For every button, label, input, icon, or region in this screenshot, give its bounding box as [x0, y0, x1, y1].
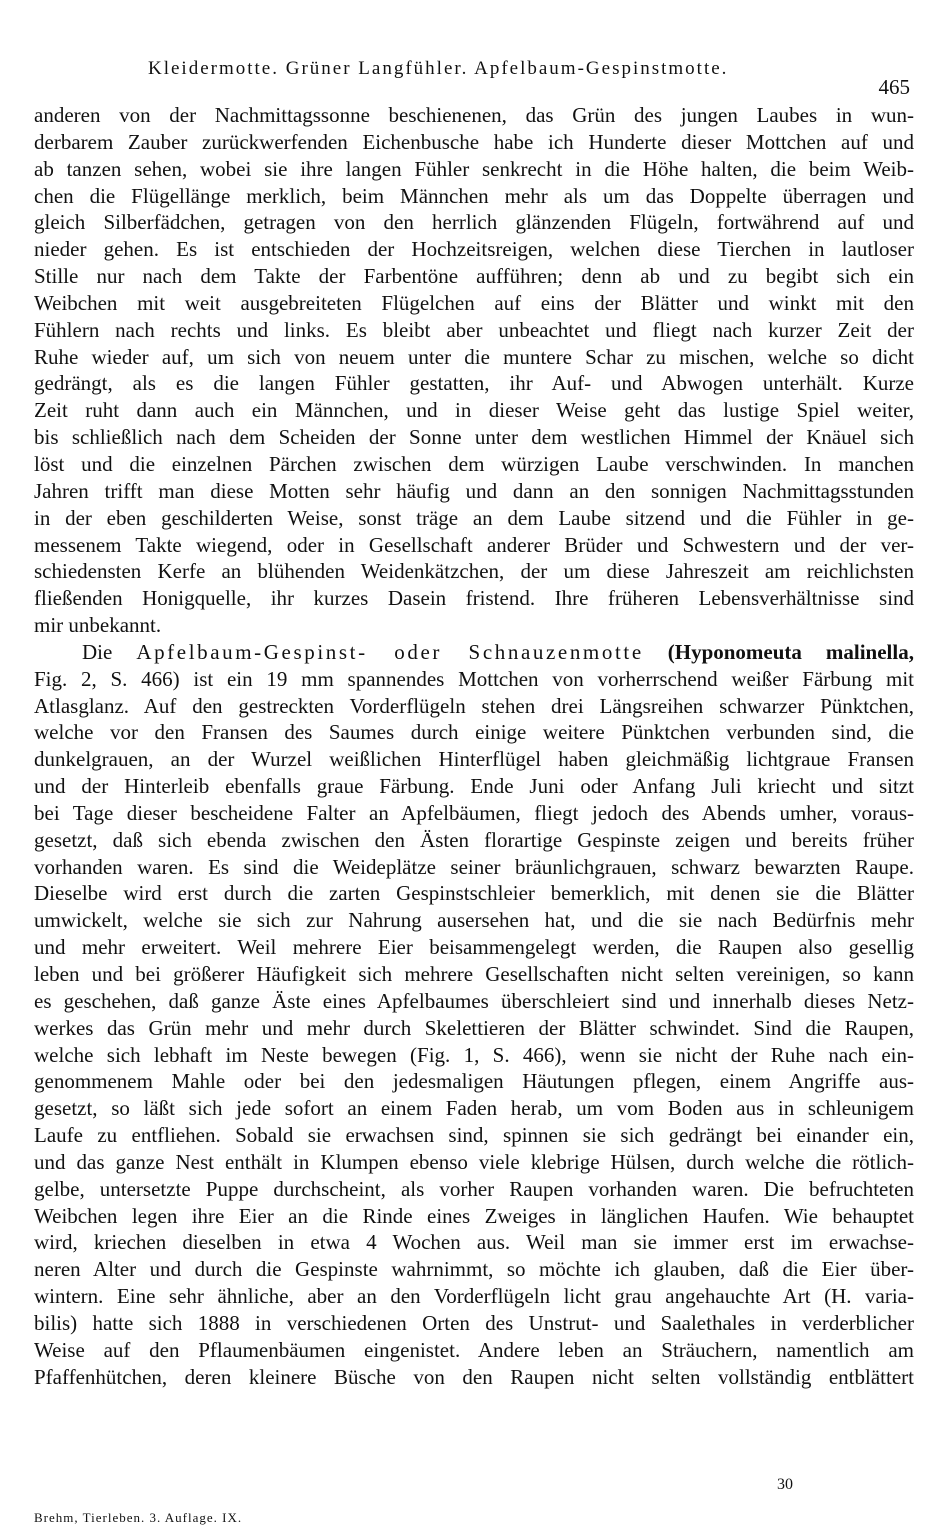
- text-line: dunkelgrauen, an der Wurzel weißlichen Hinterflügel haben gleichmäßig lichtgraue Fransen: [34, 747, 914, 772]
- text-line: gesetzt, daß sich ebenda zwischen den Ästen florartige Gespinste zeigen und bereits früher: [34, 827, 914, 852]
- text-line: vorhanden waren. Es sind die Weideplätze seiner bräunlichgrauen, schwarz bewarzten Raupe.: [34, 854, 914, 879]
- text-line: Ruhe wieder auf, um sich von neuem unter die muntere Schar zu mischen, welche so dicht: [34, 344, 914, 369]
- text-line: und der Hinterleib ebenfalls graue Färbung. Ende Juni oder Anfang Juli kriecht und sitzt: [34, 774, 914, 799]
- text-line: Jahren trifft man diese Motten sehr häufig und dann an den sonnigen Nachmittagsstunden: [34, 478, 914, 503]
- text-line: neren Alter und durch die Gespinste wahrnimmt, so möchte ich glauben, daß die Eier über-: [34, 1257, 914, 1282]
- text-line: welche vor den Fransen des Saumes durch einige weitere Pünktchen verbunden sind, die: [34, 720, 914, 745]
- text-line: messenem Takte wiegend, oder in Gesellschaft anderer Brüder und Schwestern und der ver-: [34, 532, 914, 557]
- text-line: gedrängt, als es die langen Fühler gestatten, ihr Auf- und Abwogen unterhält. Kurze: [34, 371, 914, 396]
- text-line: bilis) hatte sich 1888 in verschiedenen Orten des Unstrut- und Saalethales in verderblicher: [34, 1310, 914, 1335]
- footer-imprint: Brehm, Tierleben. 3. Auflage. IX.: [34, 1510, 243, 1525]
- text-line: Pfaffenhütchen, deren kleinere Büsche von den Raupen nicht selten vollständig entblättert: [34, 1364, 914, 1389]
- signature-mark: 30: [777, 1476, 793, 1493]
- text-line: gesetzt, so läßt sich jede sofort an einem Faden herab, um vom Boden aus in schleunigem: [34, 1096, 914, 1121]
- text-line: Weibchen legen ihre Eier an die Rinde eines Zweiges in länglichen Haufen. Wie behauptet: [34, 1203, 914, 1228]
- text-line: genommenem Mahle oder bei den jedesmaligen Häutungen pflegen, einem Angriffe aus-: [34, 1069, 914, 1094]
- paragraph-1: [34, 102, 914, 639]
- lead-word: Die: [82, 639, 137, 664]
- paragraph-2-first-line: [34, 639, 914, 666]
- text-line: Weise auf den Pflaumenbäumen eingenistet. Andere leben an Sträuchern, namentlich am: [34, 1337, 914, 1362]
- text-line: Fig. 2, S. 466) ist ein 19 mm spannendes Mottchen von vorherrschend weißer Färbung mit: [34, 666, 914, 691]
- text-line: nieder gehen. Es ist entschieden der Hochzeitsreigen, welchen diese Tierchen in lautloser: [34, 237, 914, 262]
- text-line: in der eben geschilderten Weise, sonst träge an dem Laube sitzend und die Fühler in ge-: [34, 505, 914, 530]
- text-line: fließenden Honigquelle, ihr kurzes Dasein fristend. Ihre früheren Lebensverhältnisse sind: [34, 586, 914, 611]
- text-line: löst und die einzelnen Pärchen zwischen dem würzigen Laube verschwinden. In manchen: [34, 451, 914, 476]
- body-text: [34, 102, 914, 1391]
- text-line: umwickelt, welche sie sich zur Nahrung ausersehen hat, und die sie nach Bedürfnis mehr: [34, 908, 914, 933]
- text-line: wintern. Eine sehr ähnliche, aber an den Vorderflügeln licht grau angehauchte Art (H. varia-: [34, 1284, 914, 1309]
- text-line: Zeit ruht dann auch ein Männchen, und in dieser Weise geht das lustige Spiel weiter,: [34, 398, 914, 423]
- text-line: Stille nur nach dem Takte der Farbentöne aufführen; denn ab und zu begibt sich ein: [34, 264, 914, 289]
- page-number: 465: [878, 75, 910, 99]
- text-line: bei Tage dieser bescheidene Falter an Apfelbäumen, fliegt jedoch des Abends umher, voraus-: [34, 800, 914, 825]
- text-line: es geschehen, daß ganze Äste eines Apfelbaumes überschleiert sind und innerhalb dieses Netz-: [34, 988, 914, 1013]
- text-line: welche sich lebhaft im Neste bewegen (Fig. 1, S. 466), wenn sie nicht der Ruhe nach ein-: [34, 1042, 914, 1067]
- text-line: Atlasglanz. Auf den gestreckten Vorderflügeln stehen drei Längsreihen schwarzer Pünktchen,: [34, 693, 914, 718]
- text-line: und mehr erweitert. Weil mehrere Eier beisammengelegt werden, die Raupen also gesellig: [34, 935, 914, 960]
- species-latin-name: (Hyponomeuta malinella,: [643, 639, 914, 664]
- text-line: chen die Flügellänge merklich, beim Männchen mehr als um das Doppelte überragen und: [34, 183, 914, 208]
- text-line: derbarem Zauber zurückwerfenden Eichenbusche habe ich Hunderte dieser Mottchen auf und: [34, 129, 914, 154]
- text-line: werkes das Grün mehr und mehr durch Skelettieren der Blätter schwindet. Sind die Raupen,: [34, 1015, 914, 1040]
- text-line: bis schließlich nach dem Scheiden der Sonne unter dem westlichen Himmel der Knäuel sich: [34, 425, 914, 450]
- text-line: Fühlern nach rechts und links. Es bleibt aber unbeachtet und fliegt nach kurzer Zeit der: [34, 317, 914, 342]
- text-line: mir unbekannt.: [34, 613, 162, 638]
- text-line: leben und bei größerer Häufigkeit sich mehrere Gesellschaften nicht selten vereinigen, so kann: [34, 962, 914, 986]
- paragraph-2: [34, 639, 914, 1391]
- text-line: gelbe, untersetzte Puppe durchscheint, als vorher Raupen vorhanden waren. Die befruchteten: [34, 1176, 914, 1201]
- species-common-name: Apfelbaum-Gespinst- oder Schnauzenmotte: [136, 639, 644, 664]
- text-line: schiedensten Kerfe an blühenden Weidenkätzchen, der um diese Jahreszeit am reichlichsten: [34, 559, 914, 584]
- text-line: gleich Silberfädchen, getragen von den herrlich glänzenden Flügeln, fortwährend auf und: [34, 210, 914, 235]
- text-line: und das ganze Nest enthält in Klumpen ebenso viele klebrige Hülsen, durch welche die rötlich-: [34, 1149, 914, 1174]
- text-line: anderen von der Nachmittagssonne beschienenen, das Grün des jungen Laubes in wun-: [34, 103, 914, 127]
- text-line: Laufe zu entfliehen. Sobald sie erwachsen sind, spinnen sie sich gedrängt bei einander ein,: [34, 1123, 914, 1148]
- text-line: ab tanzen sehen, wobei sie ihre langen Fühler senkrecht in die Höhe halten, die beim Weib-: [34, 156, 914, 181]
- text-line: Dieselbe wird erst durch die zarten Gespinstschleier bemerklich, mit denen sie die Blätter: [34, 881, 914, 906]
- text-line: wird, kriechen dieselben in etwa 4 Wochen aus. Weil man sie immer erst im erwachse-: [34, 1230, 914, 1255]
- running-head: Kleidermotte. Grüner Langfühler. Apfelbaum-Gespinstmotte.: [148, 58, 729, 79]
- text-line: Weibchen mit weit ausgebreiteten Flügelchen auf eins der Blätter und winkt mit den: [34, 290, 914, 315]
